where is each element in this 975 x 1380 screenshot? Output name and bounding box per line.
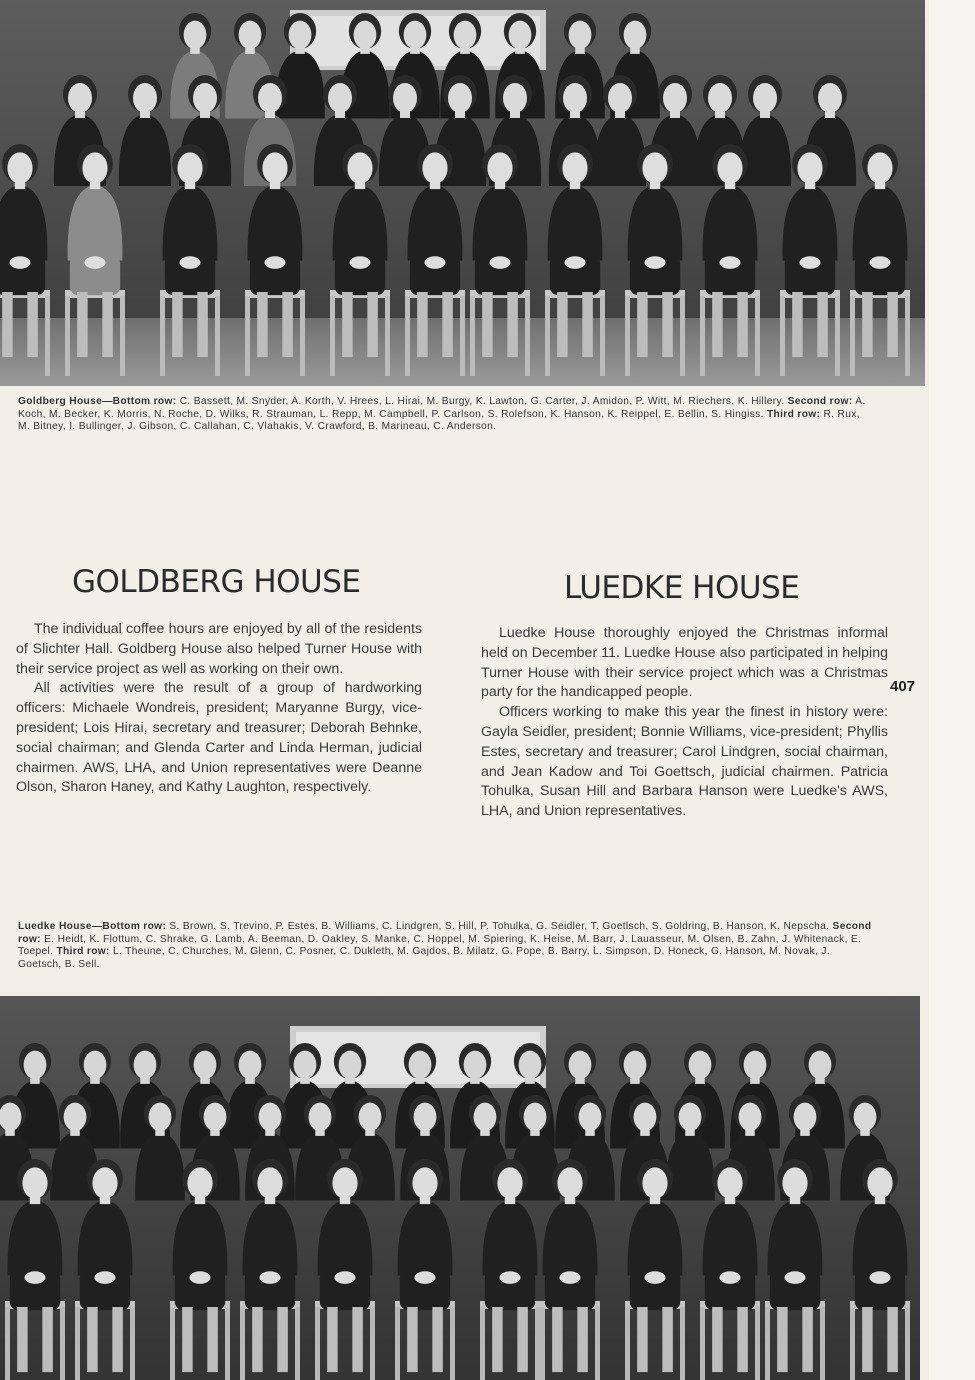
luedke-caption-lead: Luedke House—Bottom row: <box>18 921 167 932</box>
goldberg-photo-image <box>0 0 925 386</box>
goldberg-group-photo <box>0 0 925 386</box>
goldberg-article <box>16 620 422 798</box>
goldberg-paragraph-2: All activities were the result of a group of hardworking officers: Michaele Wondreis, president; Maryanne Burgy, vice-president; Lois Hirai, secretary and treasurer; Deborah Behnke, social chairman; and Glenda Carter and Linda Herman, judicial chairmen. AWS, LHA, and Union representatives were Deanne Olson, Sharon Haney, and Kathy Laughton, respectively. <box>16 680 422 796</box>
luedke-caption-bottom-row: S. Brown, S. Trevino, P. Estes, B. Williams, C. Lindgren, S. Hill, P. Tohulka, G. Seidler, T. Goetlsch, S. Goldring, B. Hanson, K. Nepscha. <box>166 921 833 932</box>
goldberg-title: GOLDBERG HOUSE <box>72 564 361 600</box>
luedke-photo-image <box>0 996 920 1380</box>
luedke-paragraph-2: Officers working to make this year the finest in history were: Gayla Seidler, president; Bonnie Williams, vice-president; Phyllis Estes, secretary and treasurer; Carol Lindgren, social chairman, and Jean Kadow and Toi Goettsch, judicial chairmen. Patricia Tohulka, Susan Hill and Barbara Hanson were Luedke's AWS, LHA, and Union representatives. <box>481 704 888 820</box>
page-margin-strip <box>929 0 975 1380</box>
goldberg-caption-lead: Goldberg House—Bottom row: <box>18 396 177 407</box>
luedke-caption-third-label: Third row: <box>56 946 110 958</box>
goldberg-paragraph-1: The individual coffee hours are enjoyed by all of the residents of Slichter Hall. Goldberg House also helped Turner House with their service project as well as working on their own. <box>16 621 422 677</box>
luedke-caption-second-label: Second row: <box>18 921 872 945</box>
luedke-caption-third-row: L. Theune, C. Churches, M. Glenn, C. Posner, C. Dukleth, M. Gajdos, B. Milatz, G. Pope, B. Barry, L. Simpson, D. Honeck, G. Hanson, M. Novak, J. Goetsch, B. Sell. <box>18 946 830 970</box>
luedke-caption-second-row: E. Heidt, K. Flottum, C. Shrake, G. Lamb, A. Beeman, D. Oakley, S. Manke, C. Hoppel, M. Spiering, K. Heise, M. Barr, J. Lauasseur, M. Olsen, B. Zahn, J. Whitenack, E. Toepel. <box>18 933 862 958</box>
goldberg-caption-second-row: A. Koch, M. Becker, K. Morris, N. Roche, D. Wilks, R. Strauman, L. Repp, M. Campbell, P. Carlson, S. Rolefson, K. Hanson, K. Reippel, E. Bellin, S. Hingiss. <box>18 396 866 420</box>
goldberg-caption <box>18 396 874 434</box>
luedke-article <box>481 624 888 822</box>
goldberg-caption-second-label: Second row: <box>787 396 853 407</box>
goldberg-caption-bottom-row: C. Bassett, M. Snyder, A. Korth, V. Hrees, L. Hirai, M. Burgy, K. Lawton, G. Carter, J. Amidon, P. Witt, M. Riechers, K. Hillery. <box>176 396 788 407</box>
luedke-title: LUEDKE HOUSE <box>564 570 800 606</box>
luedke-group-photo <box>0 996 920 1380</box>
page-number: 407 <box>890 678 916 695</box>
luedke-paragraph-1: Luedke House thoroughly enjoyed the Christmas informal held on December 11. Luedke House also participated in helping Turner House with their service project which was a Christmas party for the handicapped people. <box>481 625 888 701</box>
goldberg-caption-third-label: Third row: <box>766 408 821 420</box>
goldberg-caption-third-row: R. Rux, M. Bitney, I. Bullinger, J. Gibson, C. Callahan, C. Vlahakis, V. Crawford, B. Marineau, C. Anderson. <box>18 408 860 433</box>
luedke-caption <box>18 921 874 971</box>
